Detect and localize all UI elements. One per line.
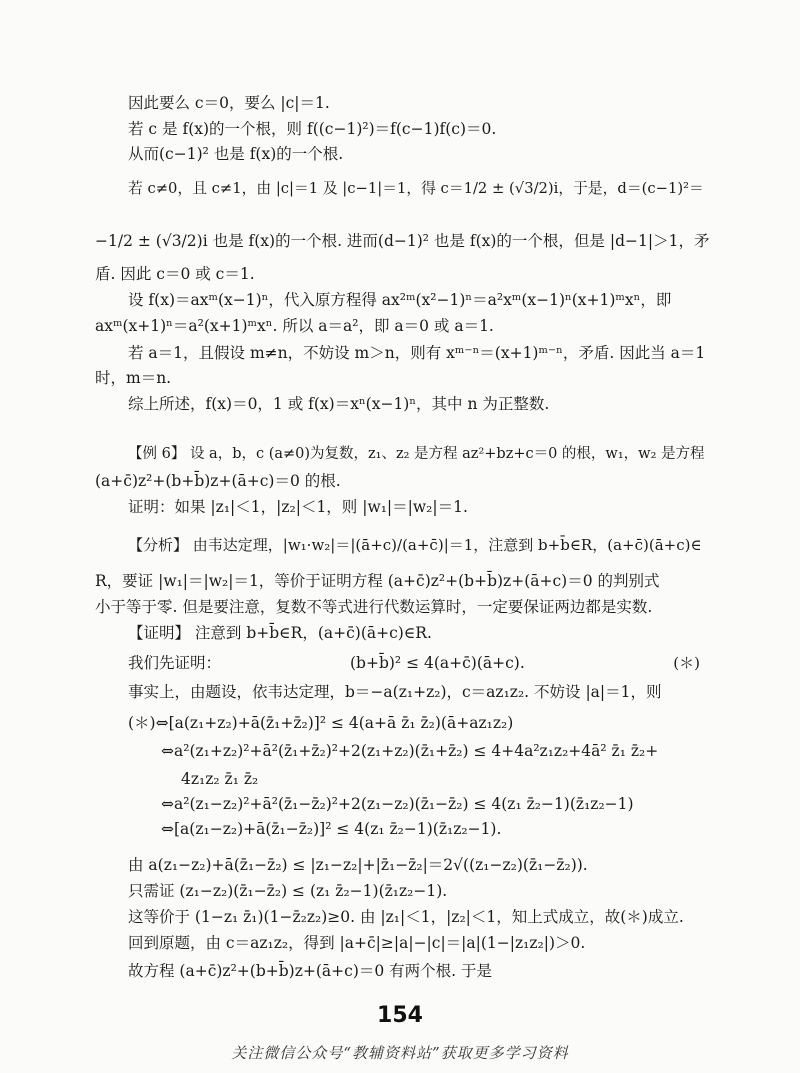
text-line: 事实上，由题设，依韦达定理，b＝−a(z₁+z₂)，c＝az₁z₂. 不妨设 |a|＝1，则 — [128, 683, 662, 701]
footer-watermark: 关注微信公众号“教辅资料站”获取更多学习资料 — [231, 1044, 569, 1062]
text-line: 从而(c−1)² 也是 f(x)的一个根. — [128, 145, 344, 163]
text-line: 证明：如果 |z₁|＜1，|z₂|＜1，则 |w₁|＝|w₂|＝1. — [128, 498, 468, 516]
text-line: 我们先证明： — [128, 654, 222, 672]
text-line: axᵐ(x+1)ⁿ＝a²(x+1)ᵐxⁿ. 所以 a＝a²，即 a＝0 或 a＝1. — [95, 317, 494, 335]
text-line: 综上所述，f(x)＝0，1 或 f(x)＝xⁿ(x−1)ⁿ，其中 n 为正整数. — [128, 395, 550, 413]
equivalence-line: ⇔a²(z₁+z₂)²+ā²(z̄₁+z̄₂)²+2(z₁+z₂)(z̄₁+z̄₂) ≤ 4+4a²z₁z₂+4ā² z̄₁ z̄₂+ — [161, 742, 659, 760]
equivalence-line: (＊)⇔[a(z₁+z₂)+ā(z̄₁+z̄₂)]² ≤ 4(a+ā z̄₁ z̄₂)(ā+az₁z₂) — [128, 714, 514, 732]
text-line: 这等价于 (1−z₁ z̄₁)(1−z̄₂z₂)≥0. 由 |z₁|＜1，|z₂|＜1，知上式成立，故(＊)成立. — [128, 908, 684, 926]
equivalence-line: ⇔[a(z₁−z₂)+ā(z̄₁−z̄₂)]² ≤ 4(z₁ z̄₂−1)(z̄₁z₂−1). — [161, 820, 502, 838]
text-line: −1/2 ± (√3/2)i 也是 f(x)的一个根. 进而(d−1)² 也是 f(x)的一个根，但是 |d−1|＞1，矛 — [95, 232, 710, 250]
text-line: 盾. 因此 c＝0 或 c＝1. — [95, 265, 255, 283]
equivalence-line: ⇔a²(z₁−z₂)²+ā²(z̄₁−z̄₂)²+2(z₁−z₂)(z̄₁−z̄₂) ≤ 4(z₁ z̄₂−1)(z̄₁z₂−1) — [161, 795, 634, 813]
text-line: 故方程 (a+c̄)z²+(b+b̄)z+(ā+c)＝0 有两个根. 于是 — [128, 962, 493, 980]
proof-line: 【证明】 注意到 b+b̄∈R，(a+c̄)(ā+c)∈R. — [128, 624, 432, 642]
text-line: 因此要么 c＝0，要么 |c|＝1. — [128, 94, 330, 112]
text-line: 若 c 是 f(x)的一个根，则 f((c−1)²)＝f(c−1)f(c)＝0. — [128, 120, 497, 138]
inequality-star: (b+b̄)² ≤ 4(a+c̄)(ā+c). — [350, 654, 525, 672]
text-line: (a+c̄)z²+(b+b̄)z+(ā+c)＝0 的根. — [95, 472, 341, 490]
page-number: 154 — [377, 1003, 423, 1028]
text-line: R，要证 |w₁|＝|w₂|＝1，等价于证明方程 (a+c̄)z²+(b+b̄)z+(ā+c)＝0 的判别式 — [95, 572, 660, 590]
equation-tag: (＊) — [673, 654, 700, 672]
text-line: 只需证 (z₁−z₂)(z̄₁−z̄₂) ≤ (z₁ z̄₂−1)(z̄₁z₂−1). — [128, 882, 448, 900]
text-line: 时，m＝n. — [95, 369, 172, 387]
text-line: 若 a＝1，且假设 m≠n，不妨设 m＞n，则有 xᵐ⁻ⁿ＝(x+1)ᵐ⁻ⁿ，矛盾. 因此当 a＝1 — [128, 344, 706, 362]
equivalence-line: 4z₁z₂ z̄₁ z̄₂ — [181, 770, 259, 788]
text-line: 回到原题，由 c＝az₁z₂，得到 |a+c̄|≥|a|−|c|＝|a|(1−|z₁z₂|)＞0. — [128, 934, 586, 952]
example-heading: 【例 6】 设 a，b，c (a≠0)为复数，z₁、z₂ 是方程 az²+bz+c＝0 的根，w₁，w₂ 是方程 — [128, 446, 705, 462]
analysis-line: 【分析】 由韦达定理，|w₁·w₂|＝|(ā+c)/(a+c̄)|＝1，注意到 b+b̄∈R，(a+c̄)(ā+c)∈ — [128, 536, 702, 554]
text-line: 小于等于零. 但是要注意，复数不等式进行代数运算时，一定要保证两边都是实数. — [95, 598, 653, 616]
text-line: 设 f(x)＝axᵐ(x−1)ⁿ，代入原方程得 ax²ᵐ(x²−1)ⁿ＝a²xᵐ(x−1)ⁿ(x+1)ᵐxⁿ，即 — [128, 291, 672, 309]
text-line: 若 c≠0，且 c≠1，由 |c|＝1 及 |c−1|＝1，得 c＝1/2 ± (√3/2)i，于是，d＝(c−1)²＝ — [128, 180, 704, 197]
text-line: 由 a(z₁−z₂)+ā(z̄₁−z̄₂) ≤ |z₁−z₂|+|z̄₁−z̄₂|＝2√((z₁−z₂)(z̄₁−z̄₂)). — [128, 856, 588, 874]
